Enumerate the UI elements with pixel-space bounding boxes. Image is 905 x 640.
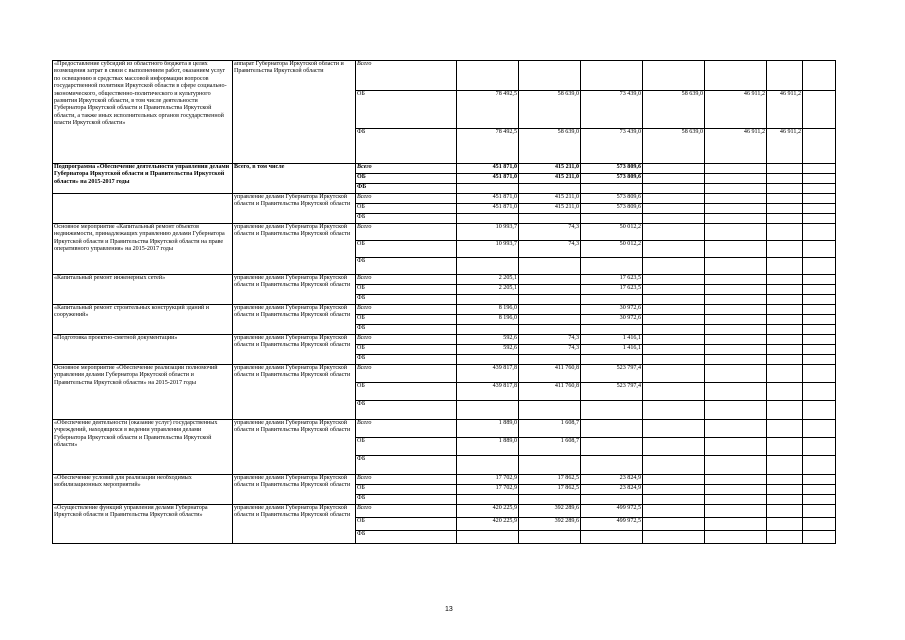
table-row: [53, 420, 836, 438]
amount-cell: [803, 224, 836, 241]
amount-cell: [767, 224, 803, 241]
amount-cell: [581, 184, 643, 194]
page-number: 13: [445, 606, 453, 613]
amount-cell: [519, 315, 581, 325]
amount-cell: 392 289,6: [519, 505, 581, 518]
amount-cell: [705, 315, 767, 325]
event-name-cell: «Обеспечение деятельности (оказание услуг) государственных учреждений, находящихся в ведении управления делами Губернатора Иркутской области и Правительства Иркутской области»: [53, 420, 233, 475]
amount-cell: [643, 485, 705, 495]
amount-cell: 415 211,0: [519, 194, 581, 204]
amount-cell: [767, 495, 803, 505]
event-name-cell: Подпрограмма «Обеспечение деятельности управления делами Губернатора Иркутской области и Правительства Иркутской области» на 2015-2017 годы: [53, 164, 233, 194]
amount-cell: 74,3: [519, 335, 581, 345]
amount-cell: [519, 275, 581, 285]
amount-cell: [705, 194, 767, 204]
amount-cell: [643, 241, 705, 258]
amount-cell: [643, 505, 705, 518]
amount-cell: [581, 61, 643, 91]
amount-cell: 78 492,5: [457, 129, 519, 164]
amount-cell: 50 012,2: [581, 241, 643, 258]
amount-cell: [705, 224, 767, 241]
amount-cell: 74,3: [519, 241, 581, 258]
table-row: [53, 505, 836, 518]
amount-cell: [767, 365, 803, 383]
event-name-cell: «Капитальный ремонт инженерных сетей»: [53, 275, 233, 305]
amount-cell: 592,6: [457, 345, 519, 355]
amount-cell: [803, 204, 836, 214]
amount-cell: [643, 164, 705, 174]
amount-cell: 415 211,0: [519, 164, 581, 174]
amount-cell: [705, 214, 767, 224]
amount-cell: [643, 295, 705, 305]
amount-cell: 10 993,7: [457, 241, 519, 258]
amount-cell: [643, 355, 705, 365]
amount-cell: [705, 295, 767, 305]
amount-cell: 1 608,7: [519, 420, 581, 438]
amount-cell: [643, 518, 705, 531]
amount-cell: 23 824,9: [581, 475, 643, 485]
amount-cell: 46 911,2: [767, 129, 803, 164]
executor-cell: аппарат Губернатора Иркутской области и Правительства Иркутской области: [233, 61, 356, 164]
amount-cell: [643, 285, 705, 295]
event-name-cell: «Обеспечение условий для реализации необходимых мобилизационных мероприятий»: [53, 475, 233, 505]
amount-cell: 58 639,0: [643, 129, 705, 164]
amount-cell: 2 205,1: [457, 275, 519, 285]
table-row: [53, 365, 836, 383]
funding-source-cell: Всего: [356, 275, 457, 285]
funding-source-cell: ФБ: [356, 295, 457, 305]
amount-cell: [803, 214, 836, 224]
event-name-cell: «Капитальный ремонт строительных конструкций зданий и сооружений»: [53, 305, 233, 335]
funding-source-cell: ФБ: [356, 214, 457, 224]
amount-cell: [767, 335, 803, 345]
amount-cell: [643, 184, 705, 194]
amount-cell: [705, 241, 767, 258]
funding-source-cell: ФБ: [356, 456, 457, 475]
amount-cell: 17 702,9: [457, 485, 519, 495]
amount-cell: [457, 258, 519, 275]
amount-cell: 451 871,0: [457, 164, 519, 174]
amount-cell: [705, 456, 767, 475]
amount-cell: [705, 518, 767, 531]
amount-cell: 1 416,1: [581, 335, 643, 345]
amount-cell: [643, 194, 705, 204]
executor-cell: управление делами Губернатора Иркутской области и Правительства Иркутской области: [233, 335, 356, 365]
funding-source-cell: ОБ: [356, 485, 457, 495]
amount-cell: [705, 174, 767, 184]
amount-cell: 50 012,2: [581, 224, 643, 241]
amount-cell: [767, 305, 803, 315]
amount-cell: [767, 475, 803, 485]
amount-cell: 573 809,6: [581, 174, 643, 184]
funding-source-cell: ОБ: [356, 518, 457, 531]
amount-cell: 17 623,5: [581, 285, 643, 295]
amount-cell: [643, 224, 705, 241]
amount-cell: [803, 335, 836, 345]
amount-cell: [457, 401, 519, 420]
amount-cell: [519, 401, 581, 420]
funding-source-cell: ОБ: [356, 438, 457, 456]
amount-cell: 420 225,9: [457, 518, 519, 531]
amount-cell: [803, 275, 836, 285]
amount-cell: 392 289,6: [519, 518, 581, 531]
executor-cell: управление делами Губернатора Иркутской области и Правительства Иркутской области: [233, 505, 356, 544]
amount-cell: [705, 335, 767, 345]
amount-cell: 58 639,0: [643, 91, 705, 129]
funding-source-cell: ФБ: [356, 531, 457, 544]
executor-cell: Всего, в том числе: [233, 164, 356, 194]
amount-cell: [519, 456, 581, 475]
amount-cell: [705, 365, 767, 383]
amount-cell: 73 439,0: [581, 129, 643, 164]
executor-cell: управление делами Губернатора Иркутской области и Правительства Иркутской области: [233, 275, 356, 305]
amount-cell: [803, 295, 836, 305]
amount-cell: [581, 495, 643, 505]
amount-cell: [803, 258, 836, 275]
amount-cell: [803, 129, 836, 164]
amount-cell: [803, 91, 836, 129]
amount-cell: [803, 164, 836, 174]
amount-cell: 17 702,9: [457, 475, 519, 485]
amount-cell: [643, 383, 705, 401]
amount-cell: [519, 495, 581, 505]
amount-cell: 411 760,8: [519, 365, 581, 383]
amount-cell: [519, 325, 581, 335]
amount-cell: [643, 258, 705, 275]
amount-cell: [457, 214, 519, 224]
amount-cell: [457, 295, 519, 305]
amount-cell: [705, 531, 767, 544]
funding-source-cell: ОБ: [356, 204, 457, 214]
amount-cell: [643, 401, 705, 420]
amount-cell: [643, 420, 705, 438]
amount-cell: 74,3: [519, 224, 581, 241]
amount-cell: 592,6: [457, 335, 519, 345]
amount-cell: [767, 401, 803, 420]
amount-cell: 30 972,6: [581, 305, 643, 315]
amount-cell: 523 797,4: [581, 365, 643, 383]
amount-cell: [457, 495, 519, 505]
amount-cell: [705, 258, 767, 275]
amount-cell: [767, 420, 803, 438]
amount-cell: [767, 531, 803, 544]
amount-cell: [803, 438, 836, 456]
amount-cell: [581, 456, 643, 475]
amount-cell: 46 911,2: [705, 129, 767, 164]
amount-cell: [803, 531, 836, 544]
funding-source-cell: ОБ: [356, 383, 457, 401]
amount-cell: [643, 315, 705, 325]
amount-cell: 30 972,6: [581, 315, 643, 325]
amount-cell: [519, 355, 581, 365]
amount-cell: [803, 475, 836, 485]
amount-cell: [767, 325, 803, 335]
amount-cell: 573 809,6: [581, 204, 643, 214]
amount-cell: [767, 456, 803, 475]
amount-cell: 415 211,0: [519, 174, 581, 184]
amount-cell: [705, 438, 767, 456]
amount-cell: 8 196,0: [457, 305, 519, 315]
amount-cell: 1 889,0: [457, 438, 519, 456]
funding-source-cell: ОБ: [356, 345, 457, 355]
amount-cell: [705, 505, 767, 518]
amount-cell: [767, 204, 803, 214]
amount-cell: [767, 315, 803, 325]
event-name-cell: Основное мероприятие «Капитальный ремонт объектов недвижимости, принадлежащих управлению делами Губернатора Иркутской области и Правительства Иркутской области на праве оперативного управления» на 2015-2017 годы: [53, 224, 233, 275]
amount-cell: [643, 174, 705, 184]
amount-cell: 17 862,5: [519, 475, 581, 485]
amount-cell: 451 871,0: [457, 204, 519, 214]
amount-cell: 1 608,7: [519, 438, 581, 456]
amount-cell: [803, 495, 836, 505]
amount-cell: [803, 325, 836, 335]
amount-cell: 573 809,6: [581, 164, 643, 174]
amount-cell: [767, 61, 803, 91]
amount-cell: [767, 164, 803, 174]
amount-cell: [705, 485, 767, 495]
amount-cell: [803, 174, 836, 184]
amount-cell: [803, 401, 836, 420]
table-row: [53, 275, 836, 285]
amount-cell: [643, 345, 705, 355]
amount-cell: 58 639,0: [519, 91, 581, 129]
amount-cell: [803, 355, 836, 365]
funding-source-cell: Всего: [356, 505, 457, 518]
amount-cell: [705, 420, 767, 438]
amount-cell: [643, 335, 705, 345]
amount-cell: [767, 345, 803, 355]
amount-cell: 78 492,5: [457, 91, 519, 129]
amount-cell: [705, 475, 767, 485]
amount-cell: [643, 475, 705, 485]
amount-cell: [519, 258, 581, 275]
event-name-cell: «Предоставление субсидий из областного бюджета в целях возмещения затрат в связи с выполнением работ, оказанием услуг по освещению в средствах массовой информации вопросов государственной политики Иркутской области в сфере социально-экономического, общественно-политического и культурного развития Иркутской области, в том числе деятельности Губернатора Иркутской области и Правительства Иркутской области, а также иных исполнительных органов государственной власти Иркутской области»: [53, 61, 233, 164]
amount-cell: [643, 495, 705, 505]
funding-source-cell: ФБ: [356, 495, 457, 505]
amount-cell: 1 889,0: [457, 420, 519, 438]
amount-cell: [519, 305, 581, 315]
amount-cell: [767, 275, 803, 285]
amount-cell: [581, 258, 643, 275]
amount-cell: [803, 420, 836, 438]
amount-cell: [519, 295, 581, 305]
amount-cell: [581, 214, 643, 224]
amount-cell: [767, 485, 803, 495]
funding-source-cell: Всего: [356, 164, 457, 174]
funding-source-cell: Всего: [356, 305, 457, 315]
amount-cell: [581, 401, 643, 420]
funding-source-cell: ФБ: [356, 325, 457, 335]
funding-source-cell: Всего: [356, 61, 457, 91]
table-row: [53, 224, 836, 241]
funding-source-cell: ОБ: [356, 241, 457, 258]
funding-source-cell: ФБ: [356, 355, 457, 365]
amount-cell: [705, 345, 767, 355]
amount-cell: [705, 164, 767, 174]
budget-table: [52, 60, 836, 544]
amount-cell: [767, 194, 803, 204]
funding-source-cell: Всего: [356, 475, 457, 485]
amount-cell: [457, 456, 519, 475]
amount-cell: [803, 505, 836, 518]
amount-cell: [767, 518, 803, 531]
amount-cell: 420 225,9: [457, 505, 519, 518]
amount-cell: [767, 184, 803, 194]
amount-cell: [643, 325, 705, 335]
amount-cell: 46 911,2: [767, 91, 803, 129]
table-row: [53, 61, 836, 91]
amount-cell: [803, 315, 836, 325]
amount-cell: [457, 355, 519, 365]
funding-source-cell: ОБ: [356, 91, 457, 129]
amount-cell: [767, 214, 803, 224]
amount-cell: 499 972,5: [581, 518, 643, 531]
amount-cell: [705, 401, 767, 420]
amount-cell: [767, 295, 803, 305]
amount-cell: [803, 305, 836, 315]
amount-cell: [767, 258, 803, 275]
amount-cell: [457, 531, 519, 544]
amount-cell: 46 911,2: [705, 91, 767, 129]
event-name-cell: «Подготовка проектно-сметной документации»: [53, 335, 233, 365]
amount-cell: [705, 325, 767, 335]
amount-cell: [705, 61, 767, 91]
amount-cell: [767, 241, 803, 258]
amount-cell: 451 871,0: [457, 194, 519, 204]
amount-cell: 451 871,0: [457, 174, 519, 184]
amount-cell: 10 993,7: [457, 224, 519, 241]
amount-cell: [767, 355, 803, 365]
amount-cell: [705, 495, 767, 505]
amount-cell: 58 639,0: [519, 129, 581, 164]
amount-cell: [581, 325, 643, 335]
table-row: [53, 335, 836, 345]
funding-source-cell: Всего: [356, 224, 457, 241]
amount-cell: [581, 295, 643, 305]
amount-cell: [803, 285, 836, 295]
amount-cell: [803, 383, 836, 401]
funding-source-cell: ФБ: [356, 401, 457, 420]
event-name-cell: «Осуществление функций управления делами Губернатора Иркутской области и Правительства Иркутской области»: [53, 505, 233, 544]
funding-source-cell: ОБ: [356, 285, 457, 295]
amount-cell: 523 797,4: [581, 383, 643, 401]
amount-cell: 74,3: [519, 345, 581, 355]
amount-cell: [803, 345, 836, 355]
event-name-cell: [53, 194, 233, 224]
amount-cell: [643, 204, 705, 214]
amount-cell: [803, 61, 836, 91]
amount-cell: [767, 174, 803, 184]
amount-cell: [767, 383, 803, 401]
amount-cell: 8 196,0: [457, 315, 519, 325]
funding-source-cell: ОБ: [356, 315, 457, 325]
amount-cell: [705, 184, 767, 194]
amount-cell: [705, 305, 767, 315]
amount-cell: 17 862,5: [519, 485, 581, 495]
amount-cell: [705, 383, 767, 401]
amount-cell: [803, 194, 836, 204]
executor-cell: управление делами Губернатора Иркутской области и Правительства Иркутской области: [233, 420, 356, 475]
executor-cell: управление делами Губернатора Иркутской области и Правительства Иркутской области: [233, 305, 356, 335]
funding-source-cell: ФБ: [356, 184, 457, 194]
amount-cell: 439 817,8: [457, 365, 519, 383]
executor-cell: управление делами Губернатора Иркутской области и Правительства Иркутской области: [233, 475, 356, 505]
amount-cell: [457, 61, 519, 91]
amount-cell: [705, 204, 767, 214]
amount-cell: [803, 184, 836, 194]
amount-cell: 1 416,1: [581, 345, 643, 355]
amount-cell: [581, 420, 643, 438]
amount-cell: [519, 285, 581, 295]
amount-cell: [643, 365, 705, 383]
amount-cell: [519, 214, 581, 224]
amount-cell: 499 972,5: [581, 505, 643, 518]
amount-cell: [705, 355, 767, 365]
amount-cell: [581, 355, 643, 365]
amount-cell: [767, 285, 803, 295]
amount-cell: [643, 61, 705, 91]
amount-cell: [643, 214, 705, 224]
amount-cell: [519, 184, 581, 194]
funding-source-cell: ОБ: [356, 174, 457, 184]
amount-cell: [803, 518, 836, 531]
amount-cell: [767, 505, 803, 518]
funding-source-cell: Всего: [356, 420, 457, 438]
amount-cell: [457, 184, 519, 194]
amount-cell: 415 211,0: [519, 204, 581, 214]
event-name-cell: Основное мероприятие «Обеспечение реализации полномочий управления делами Губернатора Иркутской области и Правительства Иркутской области» на 2015-2017 годы: [53, 365, 233, 420]
amount-cell: [705, 275, 767, 285]
amount-cell: [803, 365, 836, 383]
table-row: [53, 305, 836, 315]
funding-source-cell: Всего: [356, 335, 457, 345]
amount-cell: [767, 438, 803, 456]
executor-cell: управление делами Губернатора Иркутской области и Правительства Иркутской области: [233, 194, 356, 224]
funding-source-cell: Всего: [356, 194, 457, 204]
amount-cell: [581, 531, 643, 544]
amount-cell: [803, 241, 836, 258]
amount-cell: [643, 531, 705, 544]
amount-cell: 411 760,8: [519, 383, 581, 401]
amount-cell: [643, 305, 705, 315]
amount-cell: [643, 438, 705, 456]
funding-source-cell: Всего: [356, 365, 457, 383]
amount-cell: 73 439,0: [581, 91, 643, 129]
table-row: [53, 164, 836, 174]
funding-source-cell: ФБ: [356, 129, 457, 164]
amount-cell: [803, 456, 836, 475]
executor-cell: управление делами Губернатора Иркутской области и Правительства Иркутской области: [233, 224, 356, 275]
amount-cell: [457, 325, 519, 335]
table-row: [53, 475, 836, 485]
table-row: [53, 194, 836, 204]
amount-cell: [803, 485, 836, 495]
amount-cell: [705, 285, 767, 295]
amount-cell: 439 817,8: [457, 383, 519, 401]
amount-cell: 2 205,1: [457, 285, 519, 295]
amount-cell: [643, 456, 705, 475]
amount-cell: [643, 275, 705, 285]
funding-source-cell: ФБ: [356, 258, 457, 275]
amount-cell: [519, 531, 581, 544]
amount-cell: [519, 61, 581, 91]
amount-cell: 23 824,9: [581, 485, 643, 495]
amount-cell: 17 623,5: [581, 275, 643, 285]
amount-cell: 573 809,6: [581, 194, 643, 204]
amount-cell: [581, 438, 643, 456]
executor-cell: управление делами Губернатора Иркутской области и Правительства Иркутской области: [233, 365, 356, 420]
